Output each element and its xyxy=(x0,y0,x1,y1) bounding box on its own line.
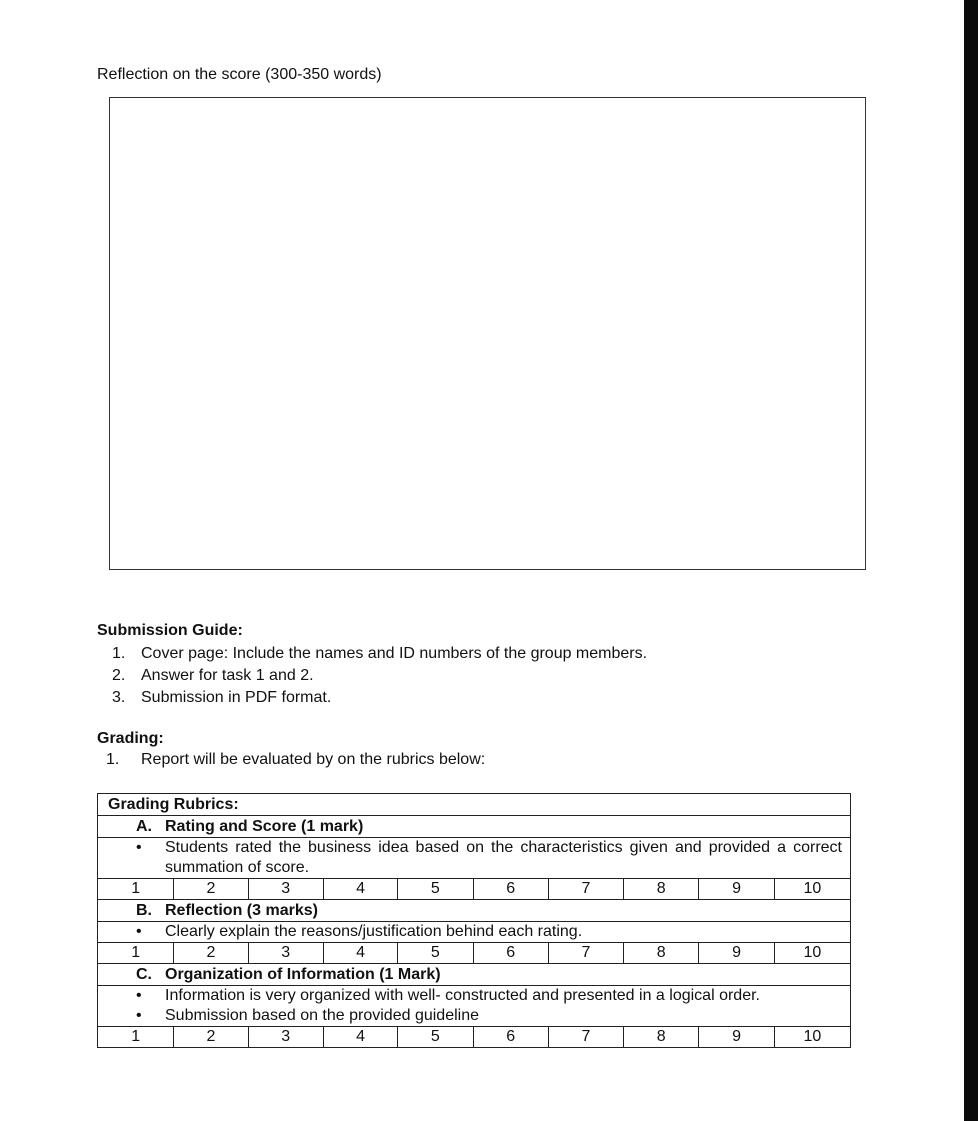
criterion-letter: C. xyxy=(136,966,152,983)
score-cell[interactable]: 3 xyxy=(248,943,323,963)
list-item xyxy=(112,687,647,709)
score-cell[interactable]: 8 xyxy=(623,943,698,963)
list-number: 1. xyxy=(112,645,126,662)
score-cell[interactable]: 7 xyxy=(548,1027,623,1047)
bullet-line xyxy=(98,986,850,1006)
score-cell[interactable]: 4 xyxy=(323,1027,397,1047)
grading-title: Grading: xyxy=(97,730,164,747)
score-cell[interactable]: 9 xyxy=(698,1027,773,1047)
score-cell[interactable]: 3 xyxy=(248,879,323,899)
criterion-c-heading xyxy=(98,963,850,985)
bullet: • xyxy=(136,1007,142,1024)
criterion-title: Rating and Score (1 mark) xyxy=(165,818,364,835)
criterion-title: Organization of Information (1 Mark) xyxy=(165,966,441,983)
criterion-text: Students rated the business idea based on the characteristics given and provided a correct summation of score. xyxy=(165,839,842,876)
score-cell[interactable]: 9 xyxy=(698,879,773,899)
rubric-title: Grading Rubrics: xyxy=(108,796,239,813)
score-cell[interactable]: 4 xyxy=(323,879,397,899)
criterion-text: Submission based on the provided guideline xyxy=(165,1007,479,1024)
submission-guide-list xyxy=(112,643,647,709)
score-cell[interactable]: 8 xyxy=(623,1027,698,1047)
page-edge-bar xyxy=(964,0,978,1121)
submission-guide-title: Submission Guide: xyxy=(97,622,243,639)
criterion-c-description xyxy=(98,985,850,1026)
grading-rubric-table xyxy=(97,793,851,1048)
criterion-letter: B. xyxy=(136,902,152,919)
score-cell[interactable]: 1 xyxy=(131,944,141,961)
list-number: 3. xyxy=(112,689,126,706)
score-cell[interactable]: 5 xyxy=(397,1027,472,1047)
list-number: 1. xyxy=(106,751,120,768)
bullet: • xyxy=(136,923,142,940)
score-cell[interactable]: 8 xyxy=(623,879,698,899)
list-item xyxy=(112,643,647,665)
criterion-text: Clearly explain the reasons/justification behind each rating. xyxy=(165,923,583,940)
list-number: 2. xyxy=(112,667,126,684)
score-scale-c xyxy=(98,1026,850,1047)
score-cell[interactable]: 10 xyxy=(774,879,850,899)
bullet: • xyxy=(136,987,142,1004)
criterion-a-description xyxy=(98,837,850,878)
list-text: Report will be evaluated by on the rubrics below: xyxy=(141,751,486,768)
reflection-answer-box[interactable] xyxy=(109,97,866,570)
score-cell[interactable]: 3 xyxy=(248,1027,323,1047)
criterion-b-heading xyxy=(98,899,850,921)
reflection-heading: Reflection on the score (300-350 words) xyxy=(97,66,382,83)
score-cell[interactable]: 2 xyxy=(173,943,247,963)
score-cell[interactable]: 10 xyxy=(774,1027,850,1047)
score-cell[interactable]: 1 xyxy=(131,1028,141,1045)
criterion-text: Information is very organized with well- constructed and presented in a logical order. xyxy=(165,987,760,1004)
score-cell[interactable]: 7 xyxy=(548,879,623,899)
criterion-letter: A. xyxy=(136,818,152,835)
bullet: • xyxy=(136,839,142,856)
score-cell[interactable]: 6 xyxy=(473,1027,548,1047)
score-scale-b xyxy=(98,942,850,963)
criterion-title: Reflection (3 marks) xyxy=(165,902,318,919)
score-cell[interactable]: 6 xyxy=(473,943,548,963)
score-cell[interactable]: 6 xyxy=(473,879,548,899)
list-text: Cover page: Include the names and ID numbers of the group members. xyxy=(141,645,648,662)
list-item xyxy=(112,665,647,687)
criterion-b-description xyxy=(98,921,850,942)
bullet-line xyxy=(98,1006,850,1026)
list-text: Answer for task 1 and 2. xyxy=(141,667,314,684)
score-cell[interactable]: 5 xyxy=(397,879,472,899)
score-cell[interactable]: 2 xyxy=(173,879,247,899)
list-text: Submission in PDF format. xyxy=(141,689,332,706)
score-cell[interactable]: 10 xyxy=(774,943,850,963)
grading-list-item xyxy=(106,751,485,769)
criterion-a-heading xyxy=(98,815,850,837)
score-cell[interactable]: 9 xyxy=(698,943,773,963)
score-cell[interactable]: 1 xyxy=(131,880,141,897)
score-scale-a xyxy=(98,878,850,899)
score-cell[interactable]: 7 xyxy=(548,943,623,963)
score-cell[interactable]: 2 xyxy=(173,1027,247,1047)
score-cell[interactable]: 4 xyxy=(323,943,397,963)
score-cell[interactable]: 5 xyxy=(397,943,472,963)
